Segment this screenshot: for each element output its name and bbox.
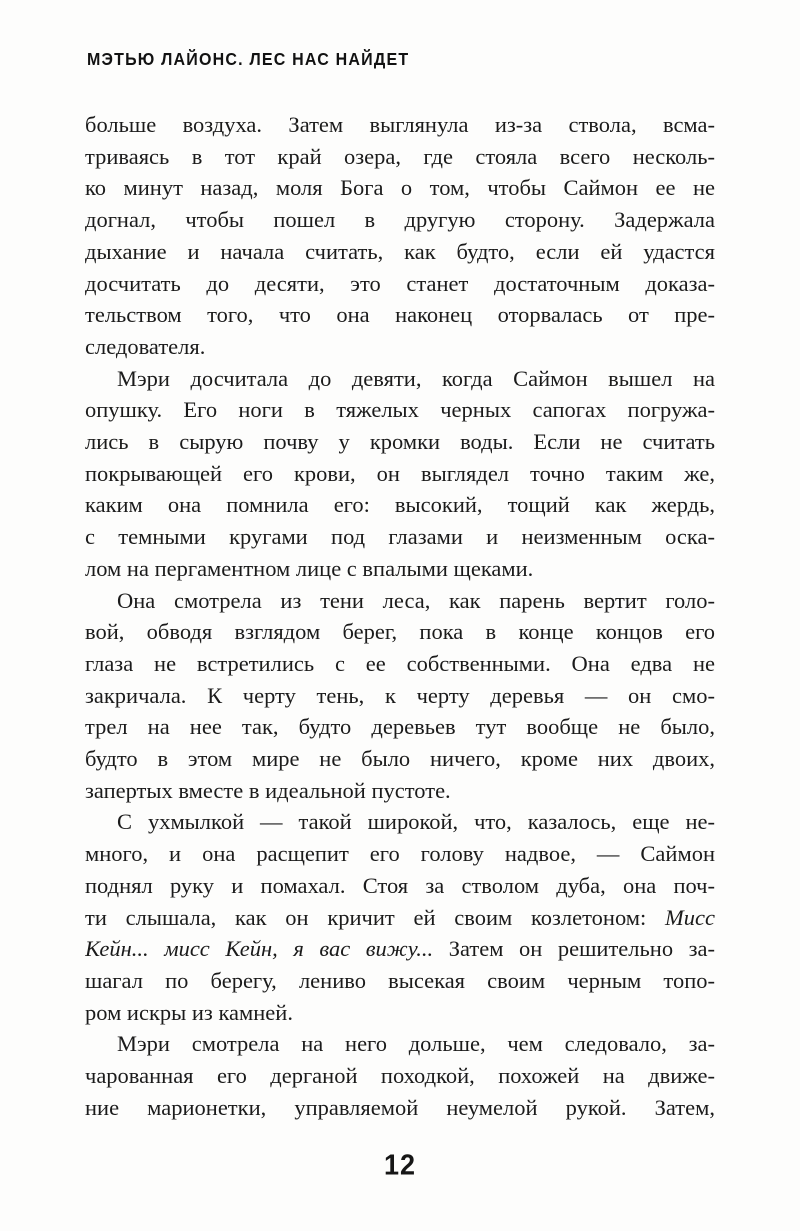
- text-line: глаза не встретились с ее собственными. Она едва не: [85, 650, 715, 676]
- text-line: дыхание и начала считать, как будто, если ей удастся: [85, 238, 715, 264]
- text-line: следователя.: [85, 333, 206, 359]
- paragraph: [85, 109, 715, 363]
- italic-run: Мисс: [665, 904, 715, 930]
- text-line: чарованная его дерганой походкой, похожей на движе-: [85, 1063, 715, 1089]
- italic-run: Кейн... мисс Кейн, я вас вижу...: [85, 936, 434, 962]
- running-header: МЭТЬЮ ЛАЙОНС. ЛЕС НАС НАЙДЕТ: [87, 51, 410, 70]
- text-line: будто в этом мире не было ничего, кроме них двоих,: [85, 746, 715, 772]
- text-line: Она смотрела из тени леса, как парень вертит голо-: [117, 587, 715, 613]
- body-text: [85, 109, 715, 1124]
- text-line: лом на пергаментном лице с впалыми щеками.: [85, 555, 534, 581]
- page-number: 12: [383, 1149, 417, 1181]
- text-run: ти слышала, как он кричит ей своим козлетоном:: [85, 904, 666, 930]
- text-line: ко минут назад, моля Бога о том, чтобы Саймон ее не: [85, 175, 715, 201]
- text-line: трел на нее так, будто деревьев тут вообще не было,: [85, 714, 715, 740]
- text-line: [85, 902, 715, 934]
- text-line: ние марионетки, управляемой неумелой рукой. Затем,: [85, 1094, 715, 1120]
- text-line: досчитать до десяти, это станет достаточным доказа-: [85, 270, 715, 296]
- text-line: закричала. К черту тень, к черту деревья — он смо-: [85, 682, 715, 708]
- text-line: ром искры из камней.: [85, 999, 293, 1025]
- text-line: покрывающей его крови, он выглядел точно таким же,: [85, 460, 715, 486]
- text-line: вой, обводя взглядом берег, пока в конце концов его: [85, 619, 715, 645]
- text-line: опушку. Его ноги в тяжелых черных сапогах погружа-: [85, 397, 715, 423]
- text-line: триваясь в тот край озера, где стояла всего несколь-: [85, 143, 715, 169]
- text-line: шагал по берегу, лениво высекая своим черным топо-: [85, 967, 715, 993]
- text-line: поднял руку и помахал. Стоя за стволом дуба, она поч-: [85, 872, 715, 898]
- text-line: много, и она расщепит его голову надвое, — Саймон: [85, 841, 715, 867]
- paragraph: [85, 585, 715, 807]
- text-run: Затем он решительно за-: [433, 936, 715, 962]
- text-line: Мэри досчитала до девяти, когда Саймон вышел на: [117, 365, 715, 391]
- paragraph: [85, 1028, 715, 1123]
- text-line: догнал, чтобы пошел в другую сторону. Задержала: [85, 207, 715, 233]
- text-line: лись в сырую почву у кромки воды. Если не считать: [85, 429, 715, 455]
- text-line: больше воздуха. Затем выглянула из-за ствола, всма-: [85, 112, 715, 137]
- paragraph: [85, 806, 715, 1028]
- paragraph: [85, 363, 715, 585]
- text-line: с темными кругами под глазами и неизменным оска-: [85, 524, 715, 550]
- text-line: Мэри смотрела на него дольше, чем следовало, за-: [117, 1031, 715, 1057]
- text-line: каким она помнила его: высокий, тощий как жердь,: [85, 492, 715, 518]
- text-line: С ухмылкой — такой широкой, что, казалось, еще не-: [117, 809, 715, 835]
- text-line: запертых вместе в идеальной пустоте.: [85, 777, 451, 803]
- text-line: [85, 933, 715, 965]
- text-line: тельством того, что она наконец оторвалась от пре-: [85, 302, 715, 328]
